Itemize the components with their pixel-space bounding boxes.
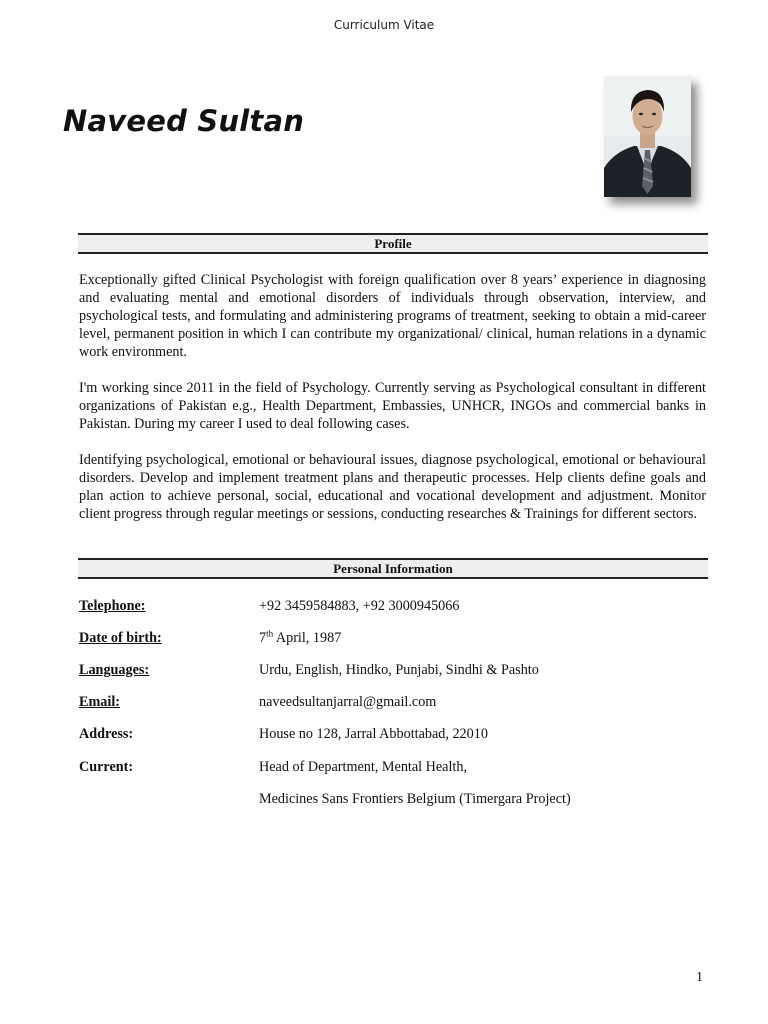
dob-day: 7 [259, 630, 267, 646]
telephone-label: Telephone: [79, 598, 146, 614]
profile-paragraph-2: I'm working since 2011 in the field of Psychology. Currently serving as Psychological consultant in different organizations of Pakistan e.g., Health Department, Embassies, UNHCR, INGOs and commercial banks in Pakistan. During my career I used to deal following cases. [79, 380, 706, 432]
address-value: House no 128, Jarral Abbottabad, 22010 [259, 726, 488, 742]
current-label: Current: [79, 759, 134, 775]
current-value-line-2: Medicines Sans Frontiers Belgium (Timergara Project) [259, 791, 571, 807]
document-header: Curriculum Vitae [333, 18, 435, 32]
languages-value: Urdu, English, Hindko, Punjabi, Sindhi & Pashto [259, 662, 539, 678]
profile-paragraph-3: Identifying psychological, emotional or behavioural issues, diagnose psychological, emotional or behavioural disorders. Develop and implement treatment plans and therapeutic processes. Help clients define goals and plan action to achieve personal, social, educational and vocational development and adjustment. Monitor client progress through regular meetings or sessions, conducting researches & Trainings for different sectors. [79, 452, 706, 522]
date-of-birth-value [259, 629, 341, 647]
email-label: Email: [79, 694, 120, 710]
profile-section-header: Profile [78, 233, 708, 254]
personal-info-section-header: Personal Information [78, 558, 708, 579]
email-value[interactable]: naveedsultanjarral@gmail.com [259, 694, 437, 710]
portrait-image [604, 76, 691, 197]
address-label: Address: [79, 726, 134, 742]
date-of-birth-label: Date of birth: [79, 630, 162, 646]
candidate-name: Naveed Sultan [63, 104, 305, 138]
languages-label: Languages: [79, 662, 150, 678]
dob-day-suffix: th [266, 628, 274, 639]
profile-paragraph-1: Exceptionally gifted Clinical Psychologist with foreign qualification over 8 years’ experience in diagnosing and evaluating mental and emotional disorders of individuals through observation, interview, and psychological tests, and formulating and administering programs of treatment, seeking to obtain a mid-career level, permanent position in which I can contribute my organizational/ clinical, human relations in a dynamic work environment. [79, 272, 706, 360]
dob-rest: April, 1987 [273, 630, 342, 646]
telephone-value: +92 3459584883, +92 3000945066 [259, 598, 460, 614]
profile-photo [604, 76, 691, 197]
page-number: 1 [696, 970, 703, 985]
current-value-line-1: Head of Department, Mental Health, [259, 759, 468, 775]
